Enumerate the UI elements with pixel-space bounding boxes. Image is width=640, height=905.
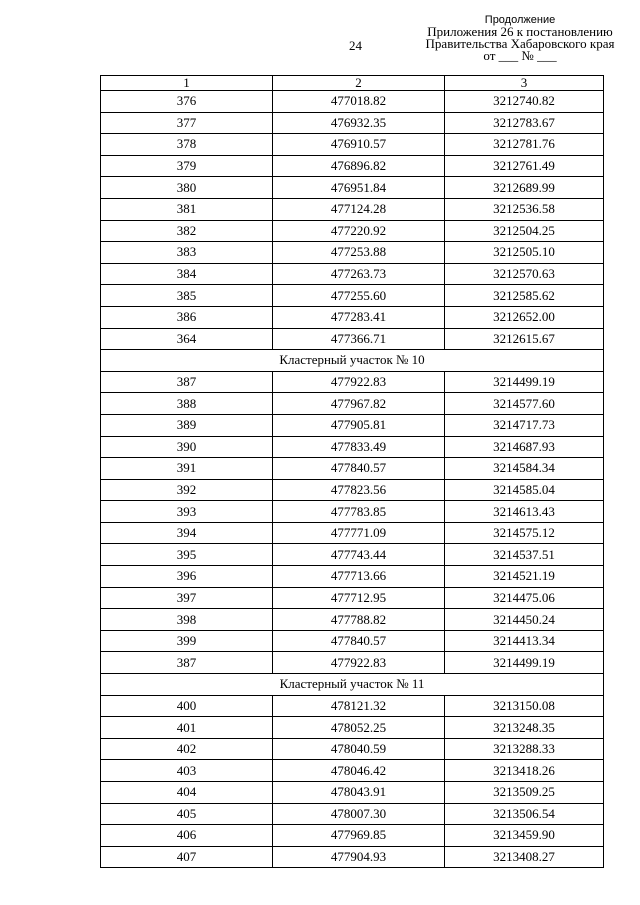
y-coordinate-cell: 3213248.35: [445, 717, 604, 739]
table-row: [101, 285, 604, 307]
table-row: [101, 544, 604, 566]
point-number-cell: 390: [101, 436, 273, 458]
table-row: [101, 306, 604, 328]
y-coordinate-cell: 3212761.49: [445, 155, 604, 177]
table-row: [101, 436, 604, 458]
y-coordinate-cell: 3212536.58: [445, 198, 604, 220]
document-header-note: [420, 14, 620, 62]
section-title: Кластерный участок № 11: [101, 674, 604, 696]
table-row: [101, 846, 604, 868]
x-coordinate-cell: 477783.85: [273, 501, 445, 523]
x-coordinate-cell: 477905.81: [273, 414, 445, 436]
point-number-cell: 395: [101, 544, 273, 566]
x-coordinate-cell: 477967.82: [273, 393, 445, 415]
table-row: [101, 134, 604, 156]
y-coordinate-cell: 3213459.90: [445, 825, 604, 847]
table-row: [101, 760, 604, 782]
point-number-cell: 394: [101, 522, 273, 544]
table-body: [101, 91, 604, 868]
coordinates-table: [100, 75, 604, 868]
point-number-cell: 399: [101, 630, 273, 652]
x-coordinate-cell: 477366.71: [273, 328, 445, 350]
table-row: [101, 393, 604, 415]
y-coordinate-cell: 3214499.19: [445, 371, 604, 393]
x-coordinate-cell: 476951.84: [273, 177, 445, 199]
point-number-cell: 389: [101, 414, 273, 436]
table-row: [101, 458, 604, 480]
x-coordinate-cell: 477263.73: [273, 263, 445, 285]
x-coordinate-cell: 477904.93: [273, 846, 445, 868]
point-number-cell: 387: [101, 652, 273, 674]
table-row: [101, 609, 604, 631]
x-coordinate-cell: 477833.49: [273, 436, 445, 458]
y-coordinate-cell: 3214613.43: [445, 501, 604, 523]
x-coordinate-cell: 477018.82: [273, 91, 445, 113]
table-row: [101, 630, 604, 652]
x-coordinate-cell: 478040.59: [273, 738, 445, 760]
y-coordinate-cell: 3213288.33: [445, 738, 604, 760]
y-coordinate-cell: 3214475.06: [445, 587, 604, 609]
y-coordinate-cell: 3214537.51: [445, 544, 604, 566]
point-number-cell: 401: [101, 717, 273, 739]
y-coordinate-cell: 3212505.10: [445, 242, 604, 264]
x-coordinate-cell: 478052.25: [273, 717, 445, 739]
point-number-cell: 383: [101, 242, 273, 264]
point-number-cell: 385: [101, 285, 273, 307]
x-coordinate-cell: 477283.41: [273, 306, 445, 328]
table-row: [101, 328, 604, 350]
table-row: [101, 803, 604, 825]
table-row: [101, 414, 604, 436]
x-coordinate-cell: 477220.92: [273, 220, 445, 242]
y-coordinate-cell: 3212652.00: [445, 306, 604, 328]
table-row: [101, 112, 604, 134]
x-coordinate-cell: 478043.91: [273, 782, 445, 804]
appendix-reference: Приложения 26 к постановлению: [427, 24, 613, 39]
table-row: [101, 587, 604, 609]
y-coordinate-cell: 3213408.27: [445, 846, 604, 868]
y-coordinate-cell: 3212585.62: [445, 285, 604, 307]
x-coordinate-cell: 477840.57: [273, 630, 445, 652]
column-header-x: 2: [273, 76, 445, 91]
point-number-cell: 387: [101, 371, 273, 393]
table-row: [101, 155, 604, 177]
y-coordinate-cell: 3214575.12: [445, 522, 604, 544]
table-row: [101, 198, 604, 220]
section-title: Кластерный участок № 10: [101, 350, 604, 372]
x-coordinate-cell: 477255.60: [273, 285, 445, 307]
x-coordinate-cell: 477712.95: [273, 587, 445, 609]
table-row: [101, 738, 604, 760]
x-coordinate-cell: 476932.35: [273, 112, 445, 134]
table-row: [101, 242, 604, 264]
point-number-cell: 364: [101, 328, 273, 350]
point-number-cell: 384: [101, 263, 273, 285]
point-number-cell: 400: [101, 695, 273, 717]
x-coordinate-cell: 477713.66: [273, 566, 445, 588]
table-row: [101, 220, 604, 242]
y-coordinate-cell: 3214413.34: [445, 630, 604, 652]
y-coordinate-cell: 3213150.08: [445, 695, 604, 717]
point-number-cell: 393: [101, 501, 273, 523]
y-coordinate-cell: 3214450.24: [445, 609, 604, 631]
point-number-cell: 403: [101, 760, 273, 782]
x-coordinate-cell: 477969.85: [273, 825, 445, 847]
y-coordinate-cell: 3212689.99: [445, 177, 604, 199]
table-row: [101, 825, 604, 847]
point-number-cell: 396: [101, 566, 273, 588]
point-number-cell: 397: [101, 587, 273, 609]
point-number-cell: 381: [101, 198, 273, 220]
point-number-cell: 380: [101, 177, 273, 199]
y-coordinate-cell: 3214585.04: [445, 479, 604, 501]
table-row: [101, 91, 604, 113]
table-row: [101, 522, 604, 544]
point-number-cell: 405: [101, 803, 273, 825]
point-number-cell: 407: [101, 846, 273, 868]
x-coordinate-cell: 478121.32: [273, 695, 445, 717]
point-number-cell: 377: [101, 112, 273, 134]
point-number-cell: 402: [101, 738, 273, 760]
table-row: [101, 177, 604, 199]
y-coordinate-cell: 3212740.82: [445, 91, 604, 113]
y-coordinate-cell: 3213509.25: [445, 782, 604, 804]
table-row: [101, 717, 604, 739]
table-row: [101, 782, 604, 804]
section-title-row: [101, 674, 604, 696]
x-coordinate-cell: 478007.30: [273, 803, 445, 825]
y-coordinate-cell: 3214717.73: [445, 414, 604, 436]
x-coordinate-cell: 477124.28: [273, 198, 445, 220]
table-row: [101, 263, 604, 285]
column-header-point: 1: [101, 76, 273, 91]
y-coordinate-cell: 3214687.93: [445, 436, 604, 458]
continuation-label: Продолжение: [484, 14, 556, 26]
x-coordinate-cell: 476910.57: [273, 134, 445, 156]
y-coordinate-cell: 3214584.34: [445, 458, 604, 480]
point-number-cell: 378: [101, 134, 273, 156]
table-row: [101, 479, 604, 501]
table-row: [101, 652, 604, 674]
x-coordinate-cell: 477788.82: [273, 609, 445, 631]
y-coordinate-cell: 3214577.60: [445, 393, 604, 415]
x-coordinate-cell: 477771.09: [273, 522, 445, 544]
point-number-cell: 406: [101, 825, 273, 847]
y-coordinate-cell: 3212504.25: [445, 220, 604, 242]
point-number-cell: 392: [101, 479, 273, 501]
page-number: 24: [349, 38, 362, 53]
point-number-cell: 391: [101, 458, 273, 480]
x-coordinate-cell: 477253.88: [273, 242, 445, 264]
table-row: [101, 566, 604, 588]
point-number-cell: 379: [101, 155, 273, 177]
table-row: [101, 695, 604, 717]
date-number-placeholder: от ___ № ___: [483, 48, 557, 63]
y-coordinate-cell: 3212570.63: [445, 263, 604, 285]
y-coordinate-cell: 3212615.67: [445, 328, 604, 350]
x-coordinate-cell: 477922.83: [273, 652, 445, 674]
x-coordinate-cell: 477823.56: [273, 479, 445, 501]
table-row: [101, 501, 604, 523]
x-coordinate-cell: 477922.83: [273, 371, 445, 393]
y-coordinate-cell: 3213506.54: [445, 803, 604, 825]
x-coordinate-cell: 477743.44: [273, 544, 445, 566]
y-coordinate-cell: 3214499.19: [445, 652, 604, 674]
government-reference: Правительства Хабаровского края: [425, 36, 615, 51]
y-coordinate-cell: 3214521.19: [445, 566, 604, 588]
y-coordinate-cell: 3212781.76: [445, 134, 604, 156]
x-coordinate-cell: 476896.82: [273, 155, 445, 177]
x-coordinate-cell: 477840.57: [273, 458, 445, 480]
y-coordinate-cell: 3213418.26: [445, 760, 604, 782]
point-number-cell: 382: [101, 220, 273, 242]
table-header-row: [101, 76, 604, 91]
point-number-cell: 398: [101, 609, 273, 631]
point-number-cell: 404: [101, 782, 273, 804]
x-coordinate-cell: 478046.42: [273, 760, 445, 782]
point-number-cell: 388: [101, 393, 273, 415]
point-number-cell: 386: [101, 306, 273, 328]
column-header-y: 3: [445, 76, 604, 91]
y-coordinate-cell: 3212783.67: [445, 112, 604, 134]
table-row: [101, 371, 604, 393]
point-number-cell: 376: [101, 91, 273, 113]
section-title-row: [101, 350, 604, 372]
